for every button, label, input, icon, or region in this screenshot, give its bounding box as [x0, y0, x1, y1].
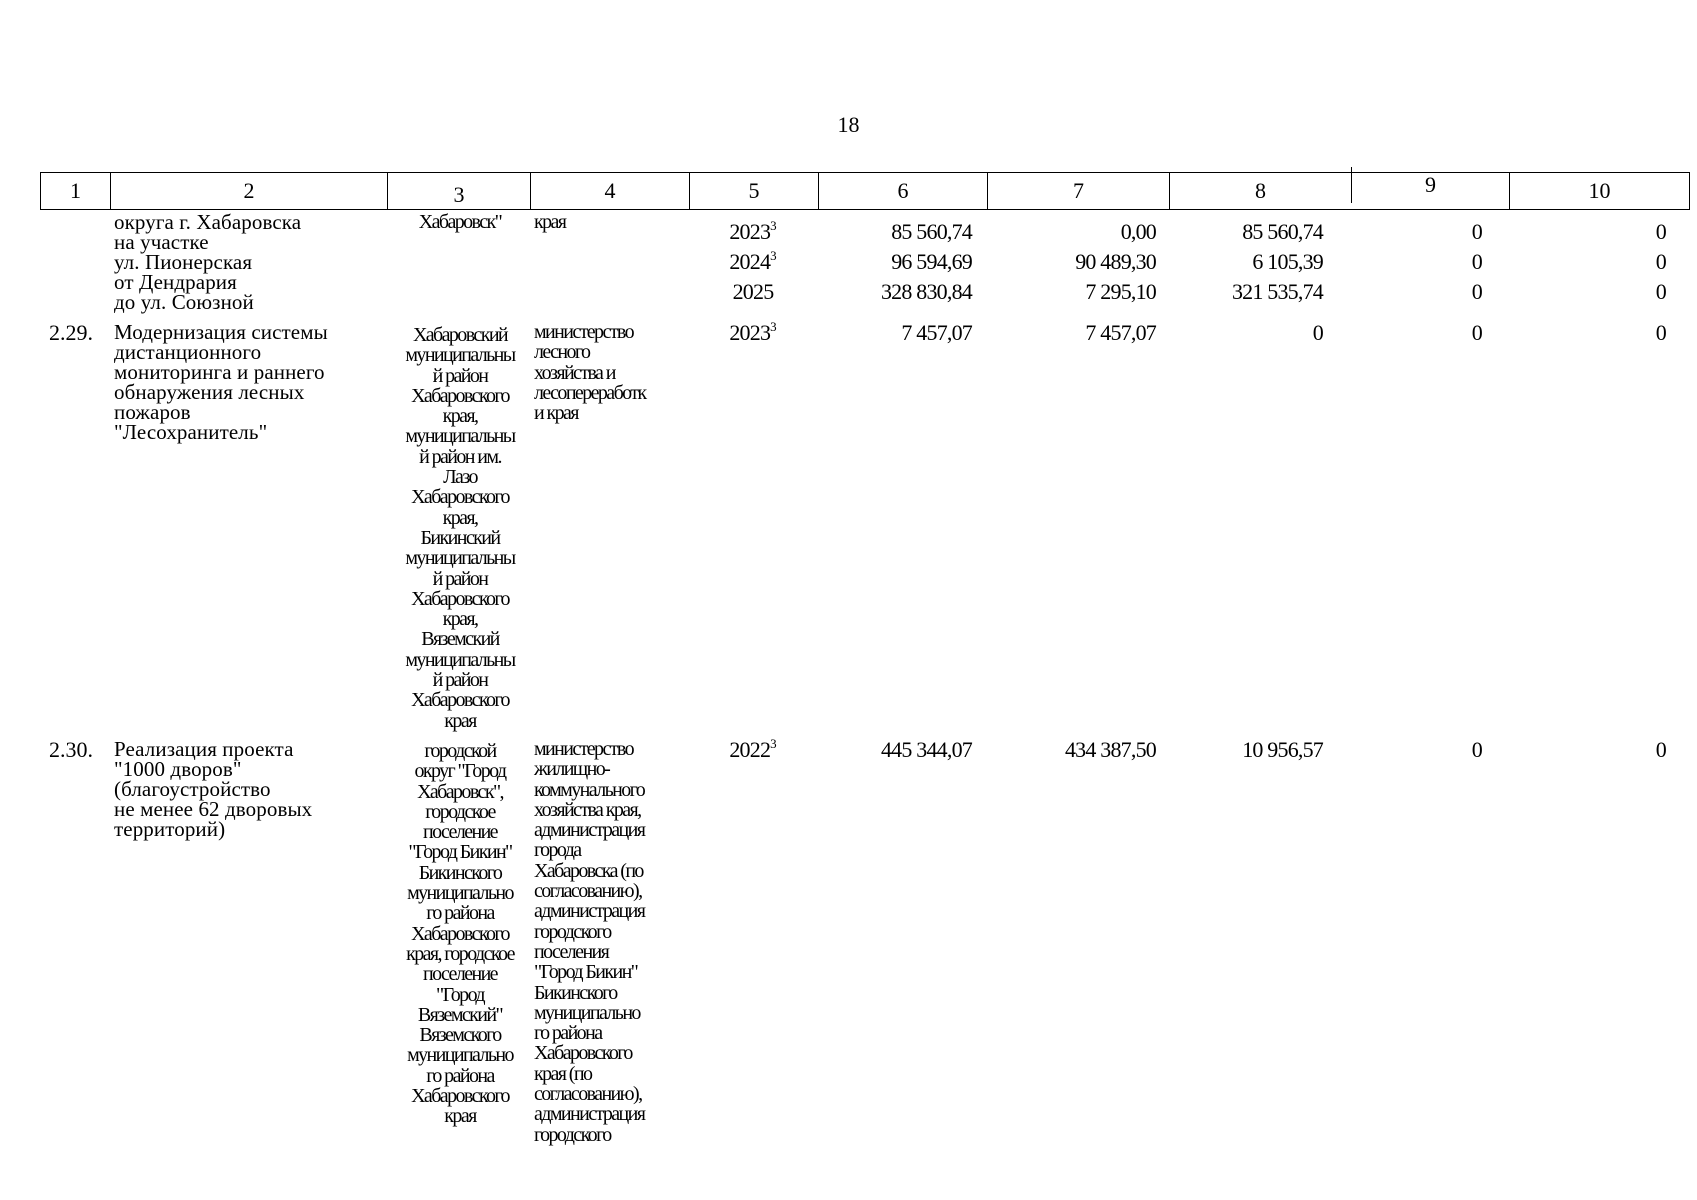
total-cell: 328 830,84 — [880, 279, 972, 304]
row-name: округа г. Хабаровска на участке ул. Пионерская от Дендрария до ул. Союзной — [114, 210, 302, 314]
header-col-3: 3 — [387, 173, 530, 209]
col9-cell: 0 — [1471, 279, 1482, 304]
col9-cell: 0 — [1471, 219, 1482, 244]
row-name: Реализация проекта "1000 дворов" (благоустройство не менее 62 дворовых территорий) — [114, 737, 313, 841]
col10-cell: 0 — [1655, 279, 1666, 304]
year-cell: 2022$^3$ — [729, 736, 777, 762]
col7-cell: 7 295,10 — [1085, 279, 1156, 304]
header-col-8: 8 — [1169, 173, 1351, 209]
year-cell: 2023$^3$ — [729, 319, 777, 345]
col9-cell: 0 — [1471, 320, 1482, 345]
page-number: 18 — [837, 112, 860, 137]
table-header-row — [40, 172, 1690, 210]
row-name: Модернизация системы дистанционного мониторинга и раннего обнаружения лесных пожаров "Лесохранитель" — [114, 320, 328, 444]
col8-cell: 85 560,74 — [1242, 219, 1323, 244]
header-col-9: 9 — [1351, 167, 1509, 203]
col7-cell: 0,00 — [1120, 219, 1156, 244]
col7-cell: 90 489,30 — [1075, 249, 1156, 274]
col10-cell: 0 — [1655, 737, 1666, 762]
row-responsible: края — [534, 211, 566, 233]
header-col-2: 2 — [110, 173, 387, 209]
col9-cell: 0 — [1471, 249, 1482, 274]
total-cell: 96 594,69 — [891, 249, 972, 274]
row-number: 2.30. — [49, 737, 93, 762]
row-responsible: министерство жилищно- коммунального хозяйства края, администрация города Хабаровска (по согласованию), администрация городского поселения "Город Бикин" Бикинского муниципально го района Хабаровского края (по согласованию), администрация городского — [534, 738, 645, 1146]
col8-cell: 6 105,39 — [1252, 249, 1323, 274]
row-responsible: министерство лесного хозяйства и лесопереработк и края — [534, 321, 646, 425]
header-col-7: 7 — [987, 173, 1169, 209]
year-cell: 2024$^3$ — [729, 248, 777, 274]
col7-cell: 7 457,07 — [1085, 320, 1156, 345]
total-cell: 85 560,74 — [891, 219, 972, 244]
row-territory: Хабаровск" — [418, 211, 502, 233]
row-territory: Хабаровский муниципальны й район Хабаровского края, муниципальны й район им. Лазо Хабаровского края, Бикинский муниципальны й район Хабаровского края, Вяземский муниципальны й район Хабаровского края — [405, 324, 515, 732]
total-cell: 445 344,07 — [880, 737, 972, 762]
header-col-6: 6 — [818, 173, 987, 209]
year-cell: 2023$^3$ — [729, 218, 777, 244]
col8-cell: 0 — [1312, 320, 1323, 345]
header-col-4: 4 — [530, 173, 689, 209]
col10-cell: 0 — [1655, 320, 1666, 345]
col7-cell: 434 387,50 — [1064, 737, 1156, 762]
header-col-10: 10 — [1509, 173, 1689, 209]
header-col-5: 5 — [689, 173, 818, 209]
col8-cell: 10 956,57 — [1242, 737, 1323, 762]
row-number: 2.29. — [49, 320, 93, 345]
total-cell: 7 457,07 — [901, 320, 972, 345]
row-territory: городской округ "Город Хабаровск", городское поселение "Город Бикин" Бикинского муниципально го района Хабаровского края, городское поселение "Город Вяземский" Вяземского муниципально го района Хабаровского края — [406, 740, 514, 1128]
header-col-1: 1 — [70, 178, 81, 203]
year-cell: 2025 — [732, 279, 774, 304]
col10-cell: 0 — [1655, 249, 1666, 274]
col10-cell: 0 — [1655, 219, 1666, 244]
col8-cell: 321 535,74 — [1231, 279, 1323, 304]
col9-cell: 0 — [1471, 737, 1482, 762]
